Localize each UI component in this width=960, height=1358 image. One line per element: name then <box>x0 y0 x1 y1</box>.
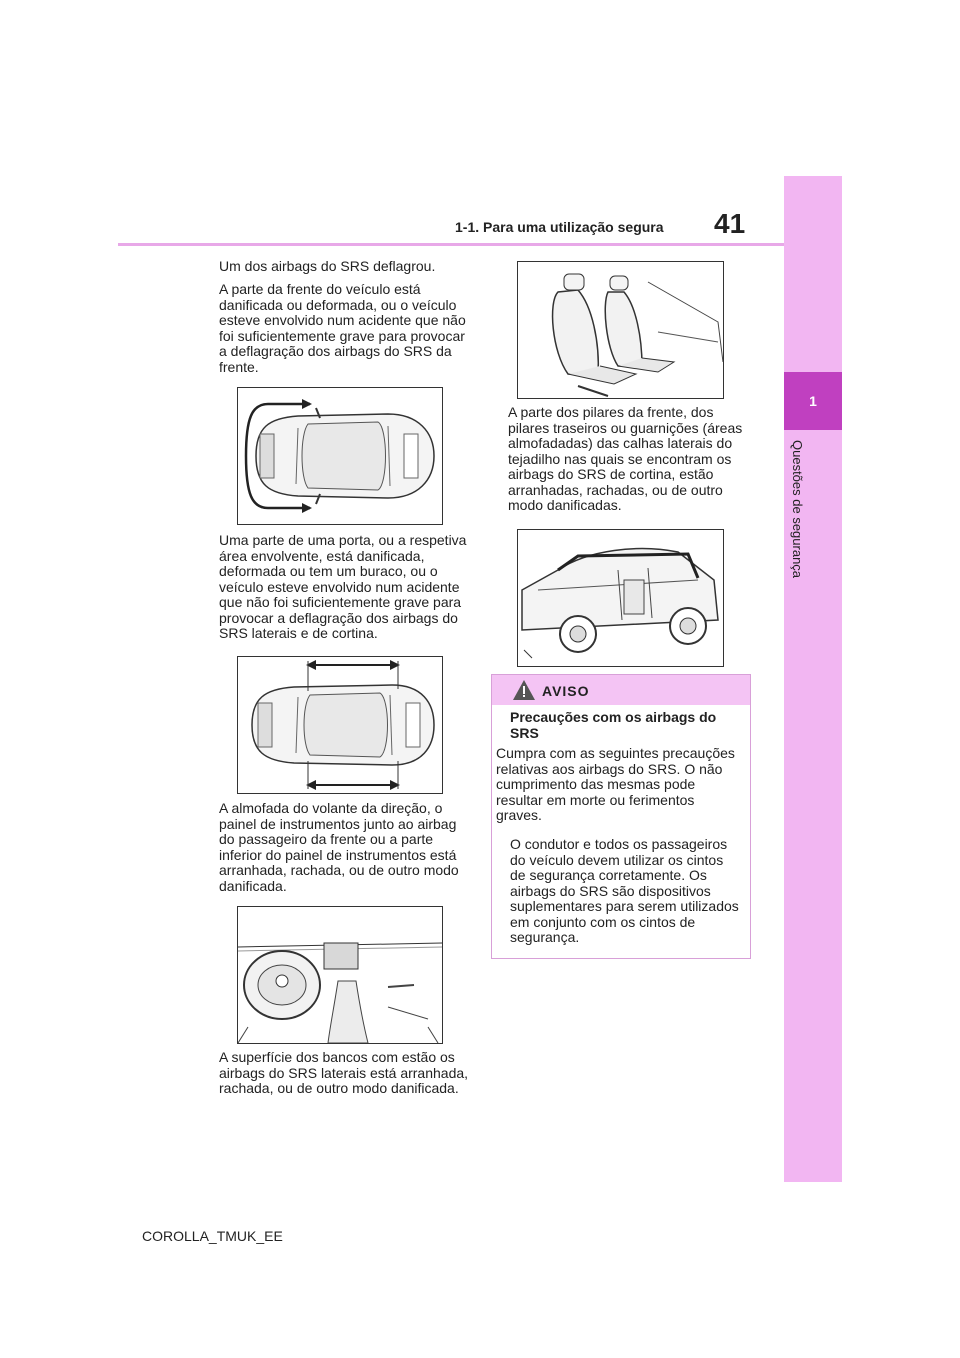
figure-curtain-airbag <box>517 529 724 667</box>
car-top-view-sides-illustration <box>238 657 442 793</box>
chapter-label-container <box>784 440 842 620</box>
dashboard-illustration <box>238 907 442 1043</box>
item-dashboard-damage: A almofada do volante da direção, o painel de instrumentos junto ao airbag do passageiro da frente ou a parte inferior do painel de instrumentos está arranhada, rachada, ou de outro modo danificada. <box>219 800 459 894</box>
warning-subtitle: Precauções com os airbags do SRS <box>510 709 717 741</box>
warning-bullet: O condutor e todos os passageiros do veículo devem utilizar os cintos de segurança corretamente. Os airbags do SRS são dispositivos suplementares para serem utilizados em conjunto com os cintos de segurança. <box>510 836 739 945</box>
figure-seats <box>517 261 724 399</box>
car-side-cutaway-illustration <box>518 530 723 666</box>
intro-text: Um dos airbags do SRS deflagrou. <box>219 258 436 274</box>
warning-label: AVISO <box>542 683 590 699</box>
figure-front-damage <box>237 387 443 525</box>
item-front-damage: A parte da frente do veículo está danificada ou deformada, ou o veículo esteve envolvido num acidente que não foi suficientemente grave para provocar a deflagração dos airbags do SRS da frente. <box>219 281 466 375</box>
item-door-damage: Uma parte de uma porta, ou a respetiva área envolvente, está danificada, deformada ou tem um buraco, ou o veículo esteve envolvido num acidente que não foi suficientemente grave para provocar a deflagração dos airbags do SRS laterais e de cortina. <box>219 532 467 641</box>
footer-code: COROLLA_TMUK_EE <box>142 1228 283 1244</box>
warning-header <box>492 675 750 705</box>
section-title: 1-1. Para uma utilização segura <box>455 219 664 235</box>
chapter-side-tab <box>784 176 842 1182</box>
chapter-label: Questões de segurança <box>790 440 805 579</box>
figure-dashboard <box>237 906 443 1044</box>
page-number: 41 <box>714 208 746 239</box>
warning-triangle-icon <box>512 679 536 701</box>
car-top-view-front-illustration <box>238 388 442 524</box>
header-rule <box>118 243 784 246</box>
item-seat-damage: A superfície dos bancos com estão os airbags do SRS laterais está arranhada, rachada, ou de outro modo danificada. <box>219 1049 469 1096</box>
item-pillar-damage: A parte dos pilares da frente, dos pilares traseiros ou guarnições (áreas almofadadas) das calhas laterais do tejadilho nas quais se encontram os airbags do SRS de cortina, estão arranhadas, rachadas, ou de outro modo danificadas. <box>508 404 743 513</box>
seats-illustration <box>518 262 723 398</box>
warning-box <box>491 674 751 959</box>
warning-body: Cumpra com as seguintes precauções relativas aos airbags do SRS. O não cumprimento das mesmas pode resultar em morte ou ferimentos graves. <box>496 745 735 823</box>
chapter-number: 1 <box>784 372 842 430</box>
figure-door-damage <box>237 656 443 794</box>
